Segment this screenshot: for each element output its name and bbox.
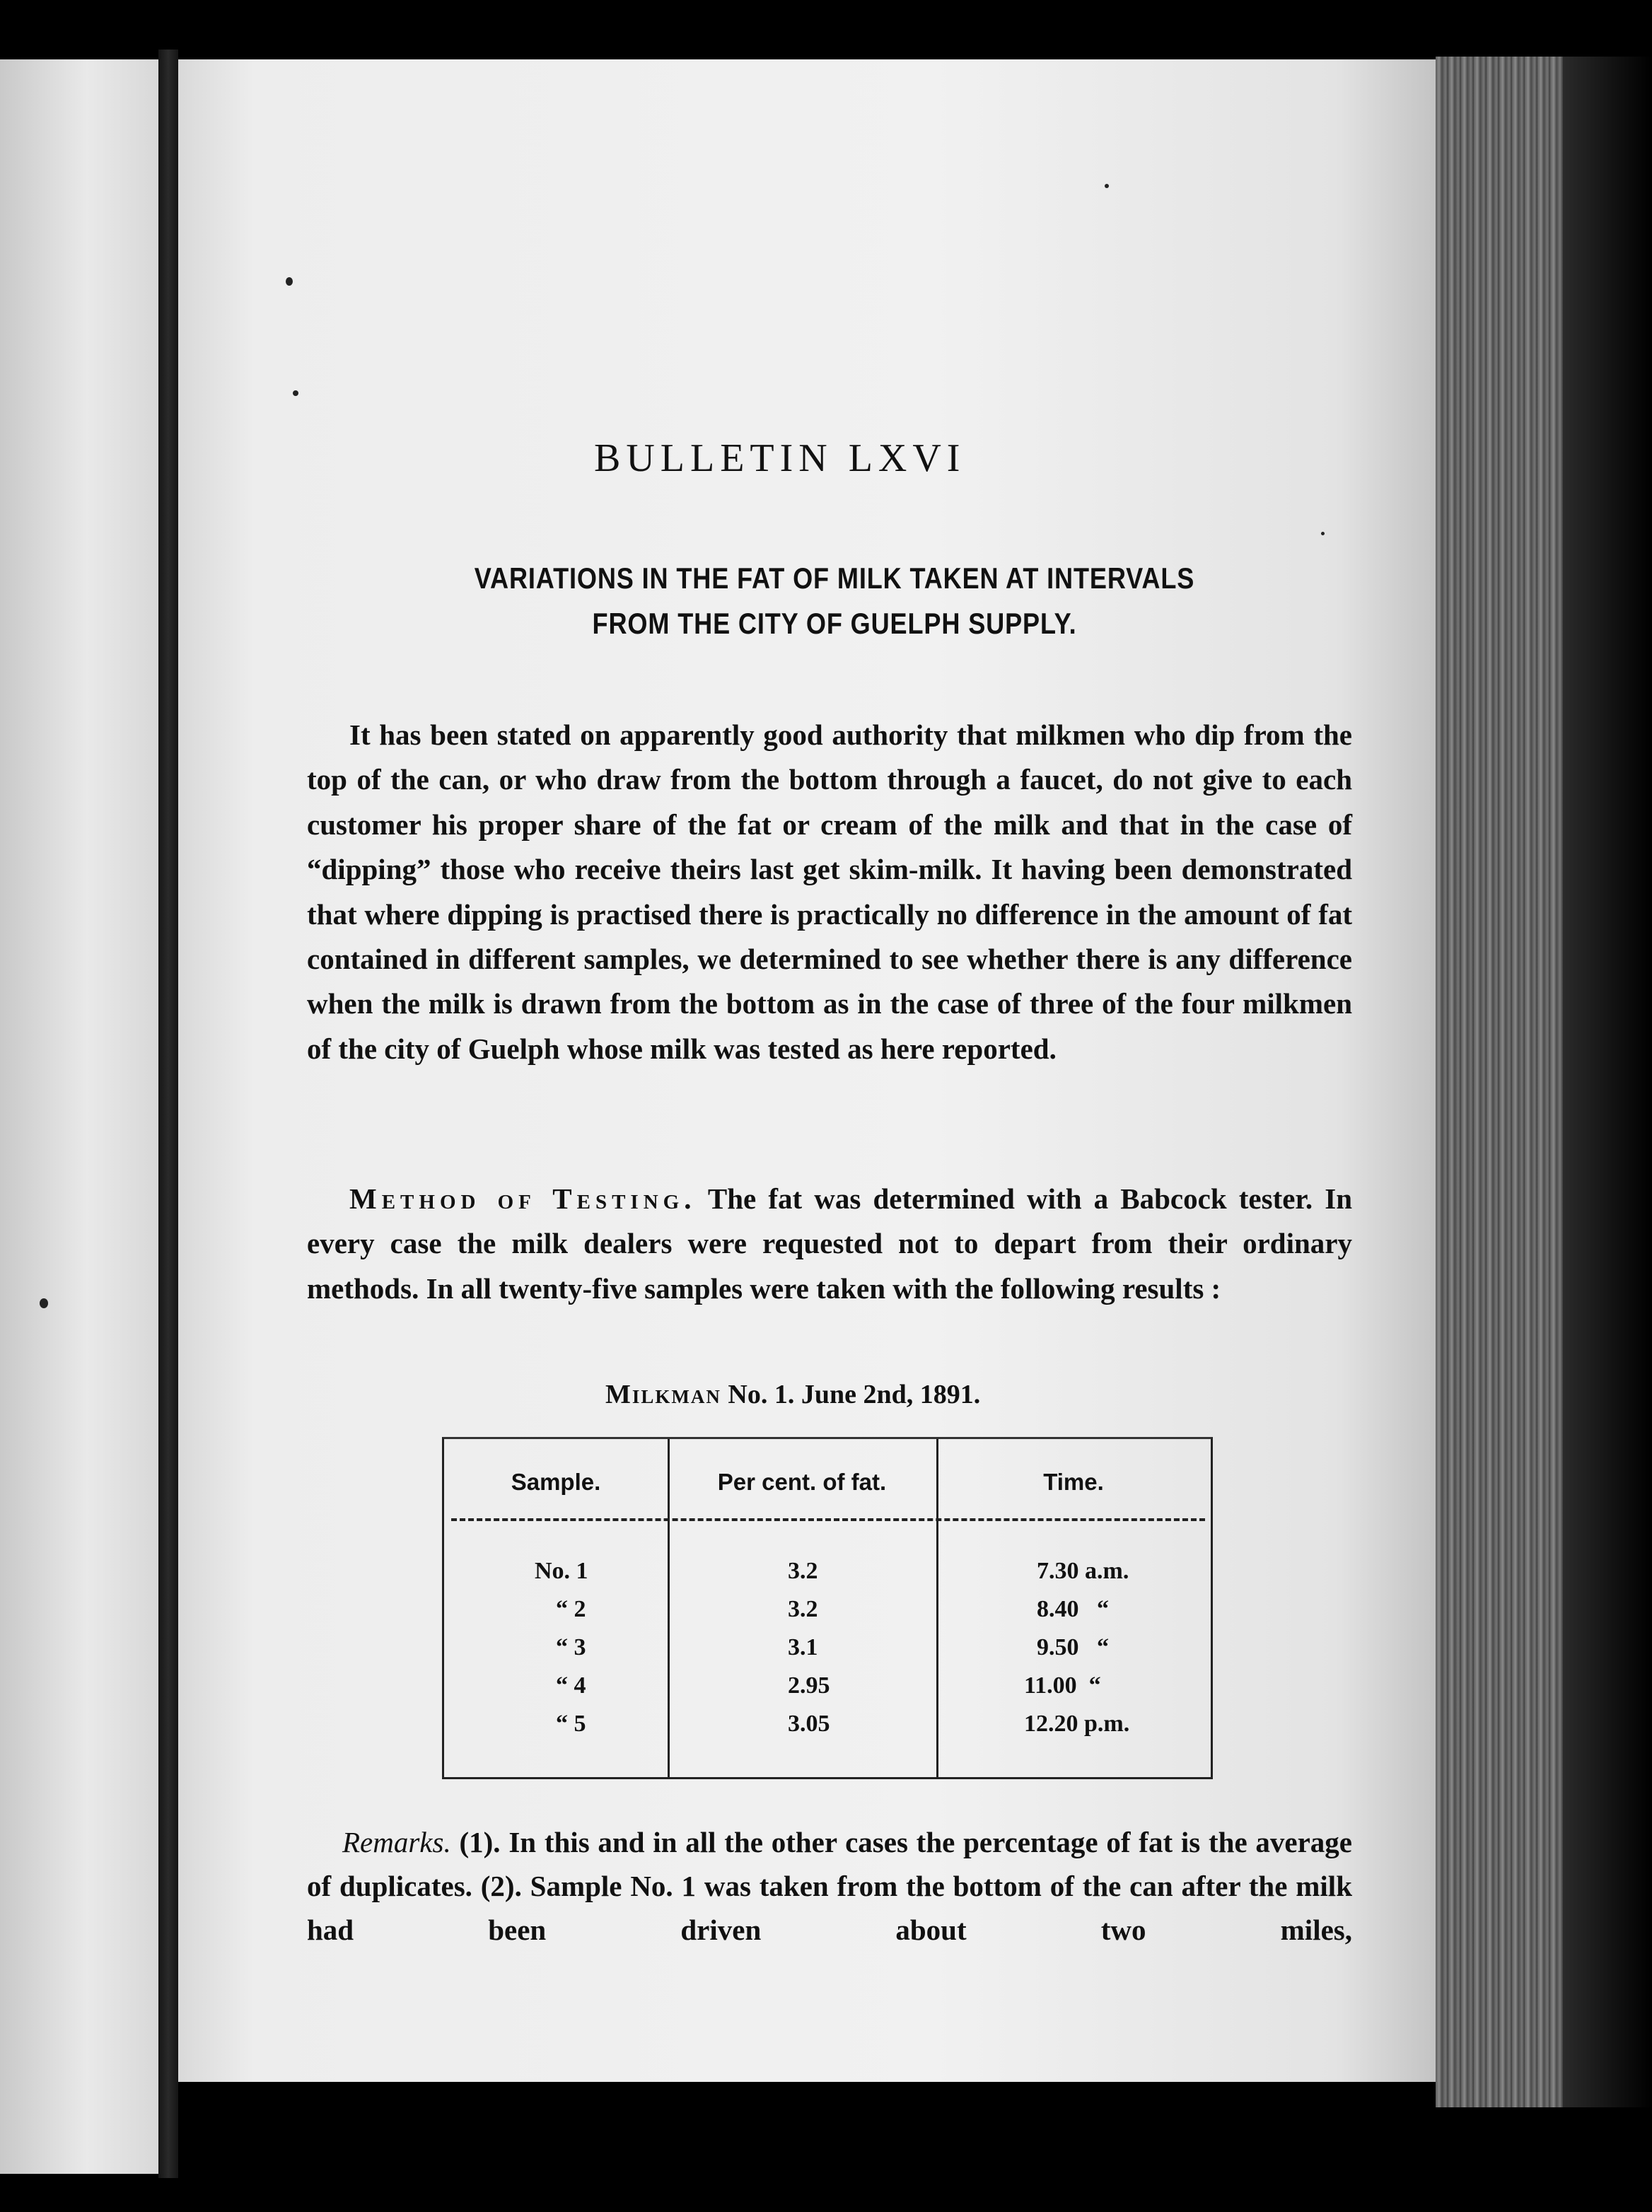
ink-speck: [40, 1298, 48, 1308]
column-header-fat: Per cent. of fat.: [717, 1469, 887, 1495]
sample-cell: No. 1: [535, 1558, 588, 1584]
fat-cell: 3.05: [788, 1711, 830, 1737]
bulletin-title: BULLETIN LXVI: [594, 436, 966, 480]
method-paragraph: [307, 1177, 1352, 1311]
table-row: [444, 1711, 1211, 1749]
remarks-label: Remarks.: [342, 1826, 451, 1858]
fat-cell: 3.2: [788, 1596, 818, 1622]
article-title-line-1: VARIATIONS IN THE FAT OF MILK TAKEN AT INTERVALS: [474, 561, 1195, 595]
column-header-time: Time.: [1043, 1469, 1104, 1495]
sample-cell: “ 3: [556, 1634, 586, 1660]
time-cell: 11.00 “: [1024, 1672, 1101, 1699]
remarks-text: (1). In this and in all the other cases the percentage of fat is the average of duplicates. (2). Sample No. 1 was taken from the bottom of the can after the milk had been driven about two miles,: [307, 1826, 1353, 1946]
page-edges: [1436, 57, 1652, 2107]
method-heading: Method of Testing.: [349, 1182, 697, 1215]
sample-cell: “ 5: [556, 1711, 586, 1737]
article-title: [397, 556, 1272, 646]
intro-paragraph: It has been stated on apparently good authority that milkmen who dip from the top of the can, or who draw from the bottom through a faucet, do not give to each customer his proper share of the fat or cream of the milk and that in the case of “dipping” those who receive theirs last get skim-milk. It having been demonstrated that where dipping is practised there is practically no difference in the amount of fat contained in different samples, we determined to see whether there is any difference when the milk is drawn from the bottom as in the case of three of the four milkmen of the city of Guelph whose milk was tested as here reported.: [307, 718, 1352, 1065]
left-page-edge: [0, 59, 158, 2174]
sample-cell: “ 4: [556, 1672, 586, 1699]
header-rule: [451, 1518, 1205, 1521]
table-caption-details: No. 1. June 2nd, 1891.: [728, 1380, 981, 1409]
column-header-sample: Sample.: [511, 1469, 601, 1495]
ink-speck: [1105, 184, 1109, 188]
table-row: [444, 1558, 1211, 1596]
book-gutter: [158, 50, 178, 2178]
fat-cell: 3.1: [788, 1634, 818, 1660]
sample-cell: “ 2: [556, 1596, 586, 1622]
table-row: [444, 1672, 1211, 1711]
table-caption: [605, 1379, 1100, 1410]
remarks-paragraph: [307, 1820, 1352, 1952]
fat-cell: 3.2: [788, 1558, 818, 1584]
time-cell: 12.20 p.m.: [1024, 1711, 1130, 1737]
table-row: [444, 1634, 1211, 1672]
fat-cell: 2.95: [788, 1672, 830, 1699]
time-cell: 9.50 “: [1037, 1634, 1109, 1660]
ink-speck: [1321, 532, 1325, 535]
method-text: The fat was determined with a Babcock tester. In every case the milk dealers were requested not to depart from their ordinary methods. In all twenty-five samples were taken with the following results :: [307, 1182, 1352, 1305]
ink-speck: [293, 390, 298, 396]
time-cell: 8.40 “: [1037, 1596, 1109, 1622]
table-row: [444, 1596, 1211, 1634]
results-table: [442, 1437, 1213, 1779]
ink-speck: [286, 277, 293, 286]
table-caption-label: Milkman: [605, 1380, 721, 1409]
time-cell: 7.30 a.m.: [1037, 1558, 1129, 1584]
article-title-line-2: FROM THE CITY OF GUELPH SUPPLY.: [592, 607, 1077, 640]
